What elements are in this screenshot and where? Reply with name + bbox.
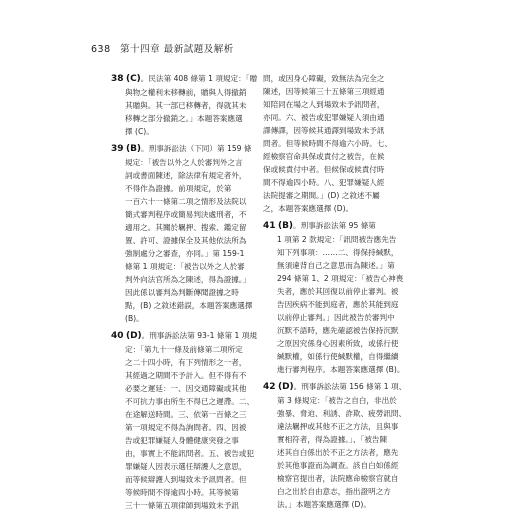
explanation-text: 。刑事訴訟法第 93-1 條第 1 項規 xyxy=(141,331,257,340)
explanation-line: 置、許可、證據保全及其他依法所為 xyxy=(125,236,247,245)
explanation-line: 以前停止審判。」因此被告於審判中 xyxy=(277,313,395,322)
explanation-line: 於其他事證而為調查。該自白如係經 xyxy=(277,461,399,470)
answer-choice: (B) xyxy=(125,144,142,154)
explanation-line: 定：「第九十一條及前條第二項所定 xyxy=(125,345,243,354)
explanation-line: 判外向法官所為之陳述，得為證據。」 xyxy=(125,275,251,284)
explanation-line: 三十一條第五項律師到場致未予訊 xyxy=(125,501,239,510)
explanation-text: 。刑事訴訟法第 95 條第 xyxy=(293,221,376,230)
explanation-first-line xyxy=(111,329,257,343)
explanation-line: 簡式審判程序或簡易判決處刑者，不 xyxy=(125,210,247,219)
explanation-line: 不可抗力事由所生不得已之遲滯。二、 xyxy=(125,397,255,406)
explanation-line: 第 3 條規定：「被告之自白，非出於 xyxy=(277,396,397,405)
explanation-line: 1 項第 2 款規定：「訊問被告應先告 xyxy=(277,235,397,244)
explanation-line: 之原因究係身心因素所致，或係行使 xyxy=(277,339,399,348)
explanation-line: 點，(B) 之敘述錯誤，本題答案應選擇 xyxy=(125,301,253,310)
explanation-line: 強制處分之審查，亦同。」第 159-1 xyxy=(125,249,245,258)
explanation-line: (B)。 xyxy=(125,314,144,323)
explanation-line: 法院提審之期間。」(D) 之敘述不屬 xyxy=(263,191,380,200)
explanation-line: 檢察官提出者，法院應命檢察官就自 xyxy=(277,474,399,483)
explanation-line: 擇 (C)。 xyxy=(125,127,154,136)
explanation-line: 由，事實上不能訊問者。五、被告或犯 xyxy=(125,449,255,458)
answer-choice: (C) xyxy=(125,74,141,84)
explanation-line: 沉默不語時，應先確認被告保持沉默 xyxy=(277,326,399,335)
explanation-line: 而等候辯護人到場致未予訊問者。但 xyxy=(125,475,247,484)
explanation-line: 實相符者，得為證據。」、「被告陳 xyxy=(277,435,388,444)
explanation-line: 告或犯罪嫌疑人身體健康突發之事 xyxy=(125,436,239,445)
explanation-first-line xyxy=(111,72,257,86)
explanation-line: 必要之遲延：一、因交通障礙或其他 xyxy=(125,384,247,393)
answer-explanation xyxy=(111,329,257,512)
explanation-line: 保或候責付中者。但候保或候責付時 xyxy=(263,165,385,174)
explanation-line: 移轉之部分撤銷之。」本題答案應選 xyxy=(125,114,243,123)
explanation-line: 其贈與。其一部已移轉者，得就其未 xyxy=(125,101,247,110)
explanation-line: 規定：「被告以外之人於審判外之言 xyxy=(125,158,243,167)
explanation-line: 告因疾病不能到庭者，應於其能到庭 xyxy=(277,300,399,309)
explanation-line: 在途解送時間。三、依第一百條之三 xyxy=(125,410,247,419)
explanation-first-line xyxy=(111,142,257,156)
question-number: 38 xyxy=(111,74,124,84)
explanation-text: 。民法第 408 條第 1 項規定：「贈 xyxy=(140,74,258,83)
explanation-line: 其經過之期間不予計入。但不得有不 xyxy=(125,371,247,380)
explanation-line: 白之出於自由意志，指出證明之方 xyxy=(277,487,391,496)
explanation-line: 失者，應於其回復以前停止審判。被 xyxy=(277,287,399,296)
explanation-line: 法。」本題答案應選擇 (D)。 xyxy=(277,500,371,509)
explanation-line: 間不得逾四小時。八、犯罪嫌疑人經 xyxy=(263,178,385,187)
explanation-line: 294 條第 1、2 項規定：「被告心神喪 xyxy=(277,274,404,283)
explanation-line: 知陪同在場之人到場致未予訊問者， xyxy=(263,100,385,109)
explanation-line: 之二十四小時，有下列情形之一者， xyxy=(125,358,247,367)
answer-explanation xyxy=(263,380,413,511)
explanation-line: 譯傳譯，因等候其通譯到場致未予訊 xyxy=(263,126,385,135)
explanation-line: 違法羈押或其他不正之方法，且與事 xyxy=(277,422,399,431)
chapter-title: 第十四章 最新試題及解析 xyxy=(120,44,234,55)
explanation-line: 條第 1 項規定：「被告以外之人於審 xyxy=(125,262,245,271)
explanation-line: 等候時間不得逾四小時。其等候第 xyxy=(125,488,239,497)
answer-explanation xyxy=(263,219,413,376)
explanation-line: 經檢察官命具保或責付之被告，在候 xyxy=(263,152,385,161)
explanation-line: 與物之權利未移轉前，贈與人得撤銷 xyxy=(125,88,247,97)
explanation-line: 無須違背自己之意思而為陳述。」第 xyxy=(277,261,395,270)
left-column xyxy=(111,72,257,512)
explanation-first-line xyxy=(263,219,413,233)
page-number: 638 xyxy=(91,44,111,55)
right-column xyxy=(263,72,413,511)
explanation-line: 之，本題答案應選擇 (D)。 xyxy=(263,204,354,213)
question-number: 42 xyxy=(263,382,276,392)
explanation-line: 罪嫌疑人因表示選任辯護人之意思， xyxy=(125,462,247,471)
explanation-line: 述其自白係出於不正之方法者，應先 xyxy=(277,448,399,457)
answer-explanation xyxy=(263,72,413,215)
explanation-line: 不得作為證據。前項規定，於第 xyxy=(125,184,232,193)
explanation-line: 知下列事項：……二、得保持緘默， xyxy=(277,248,399,257)
question-number: 40 xyxy=(111,331,124,341)
explanation-line: 陳述，因等候第三十五條第三項經通 xyxy=(263,87,385,96)
answer-explanation xyxy=(111,142,257,325)
explanation-text: 。刑事訴訟法第 156 條第 1 項、 xyxy=(293,382,407,391)
question-number: 39 xyxy=(111,144,124,154)
answer-choice: (D) xyxy=(277,382,294,392)
explanation-line: 問者。但等候時間不得逾六小時。七、 xyxy=(263,139,393,148)
answer-explanation xyxy=(111,72,257,138)
explanation-line: 一百六十一條第二項之情形及法院以 xyxy=(125,197,247,206)
page-header xyxy=(91,41,234,55)
explanation-line: 適用之。其關於羈押、搜索、鑑定留 xyxy=(125,223,247,232)
explanation-line: 第一項規定不得為詢問者。四、因被 xyxy=(125,423,247,432)
explanation-line: 亦同。六、被告或犯罪嫌疑人須由通 xyxy=(263,113,385,122)
answer-choice: (B) xyxy=(277,221,294,231)
explanation-line: 詞或書面陳述，除法律有規定者外， xyxy=(125,171,247,180)
explanation-text: 。刑事訴訟法（下同）第 159 條 xyxy=(141,144,252,153)
explanation-first-line xyxy=(263,380,413,394)
explanation-line: 強暴、脅迫、利誘、詐欺、疲勞訊問、 xyxy=(277,409,407,418)
explanation-line: 因此係以審判為判斷傳聞證據之時 xyxy=(125,288,239,297)
question-number: 41 xyxy=(263,221,276,231)
explanation-line: 緘默權，如係行使緘默權，自得繼續 xyxy=(277,352,399,361)
explanation-line: 問，或因身心障礙，致無法為完全之 xyxy=(263,74,385,83)
explanation-line: 進行審判程序。本題答案應選擇 (B)。 xyxy=(277,365,405,374)
answer-choice: (D) xyxy=(125,331,142,341)
